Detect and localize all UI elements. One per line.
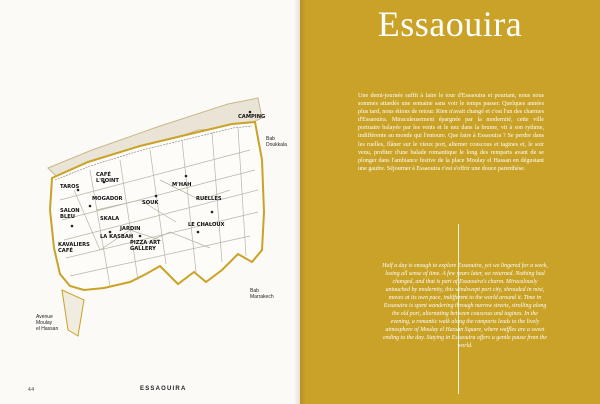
- map-label-jardin: JARDIN: [120, 226, 141, 232]
- page-number: 44: [28, 387, 35, 393]
- map-label-cafe: CAFÉ L'POINT: [96, 172, 119, 184]
- map-label-camping: CAMPING: [238, 114, 266, 120]
- map-label-salon-bleu: SALON BLEU: [60, 208, 80, 220]
- english-paragraph: Half a day is enough to explore Essaouira, yet we lingered for a week, losing all sense of time. A few years later, we returned. Nothing had changed, and that is part of Essaouira's charm. Miraculously untouched by modernity, this windswept port city, shrouded in mist, moves at its own pace, indifferent to the world around it. Time in Essaouira is spent wandering through narrow streets, strolling along the old port, alternating between couscous and tagines. In the evening, a romantic walk along the ramparts leads to the lively atmosphere of Moulay el Hassan Square, where waffles are a sweet ending to the day. Staying in Essaouira offers a gentle pause from the world.: [382, 263, 548, 349]
- map-label-skala: SKALA: [100, 216, 120, 222]
- page-title: Essaouira: [377, 4, 523, 44]
- map-label-bab-marrakech: Bab Marrakech: [250, 288, 274, 300]
- map-label-mogador: MOGADOR: [92, 196, 123, 202]
- right-page: [300, 0, 600, 404]
- french-paragraph: Une demi-journée suffit à faire le tour d'Essaouira et pourtant, nous nous sommes attardés une semaine sans voir le temps passer. Quelques années plus tard, nous étions de retour. Rien n'avait changé et c'est l'un des charmes d'Essaouira. Miraculeusement épargnée par la modernité, cette ville portuaire balayée par les vents et le nez dans la brume, vit à son rythme, indifférente au monde qui l'entoure. Que faire à Essaouira ? Se perdre dans les ruelles, flâner sur le vieux port, alterner couscous et tagines et, le soir venu, profiter d'une balade romantique le long des remparts avant de se plonger dans l'ambiance festive de la place Moulay el Hassan en dégustant une gaufre. Séjourner à Essaouira c'est s'offrir une douce parenthèse.: [358, 93, 544, 172]
- map-avenue: [62, 290, 84, 336]
- map-label-avenue: Avenue Moulay el Hassan: [36, 314, 59, 332]
- map-label-souk: SOUK: [142, 200, 159, 206]
- running-head: ESSAOUIRA: [140, 386, 187, 392]
- map-label-bab-doukkala: Bab Doukkala: [266, 136, 287, 148]
- map-label-ruelles: RUELLES: [196, 196, 222, 202]
- map-label-kavaliers: KAVALIERS CAFÉ: [58, 242, 90, 254]
- map-label-taros: TAROS: [60, 184, 80, 190]
- map-label-la-kasbah: LA KASBAH: [100, 234, 134, 240]
- map-label-le-chaloux: LE CHALOUX: [188, 222, 225, 228]
- map-label-mellah: M'HAH: [172, 182, 192, 188]
- map-label-pizza-art: PIZZA ART GALLERY: [130, 240, 161, 252]
